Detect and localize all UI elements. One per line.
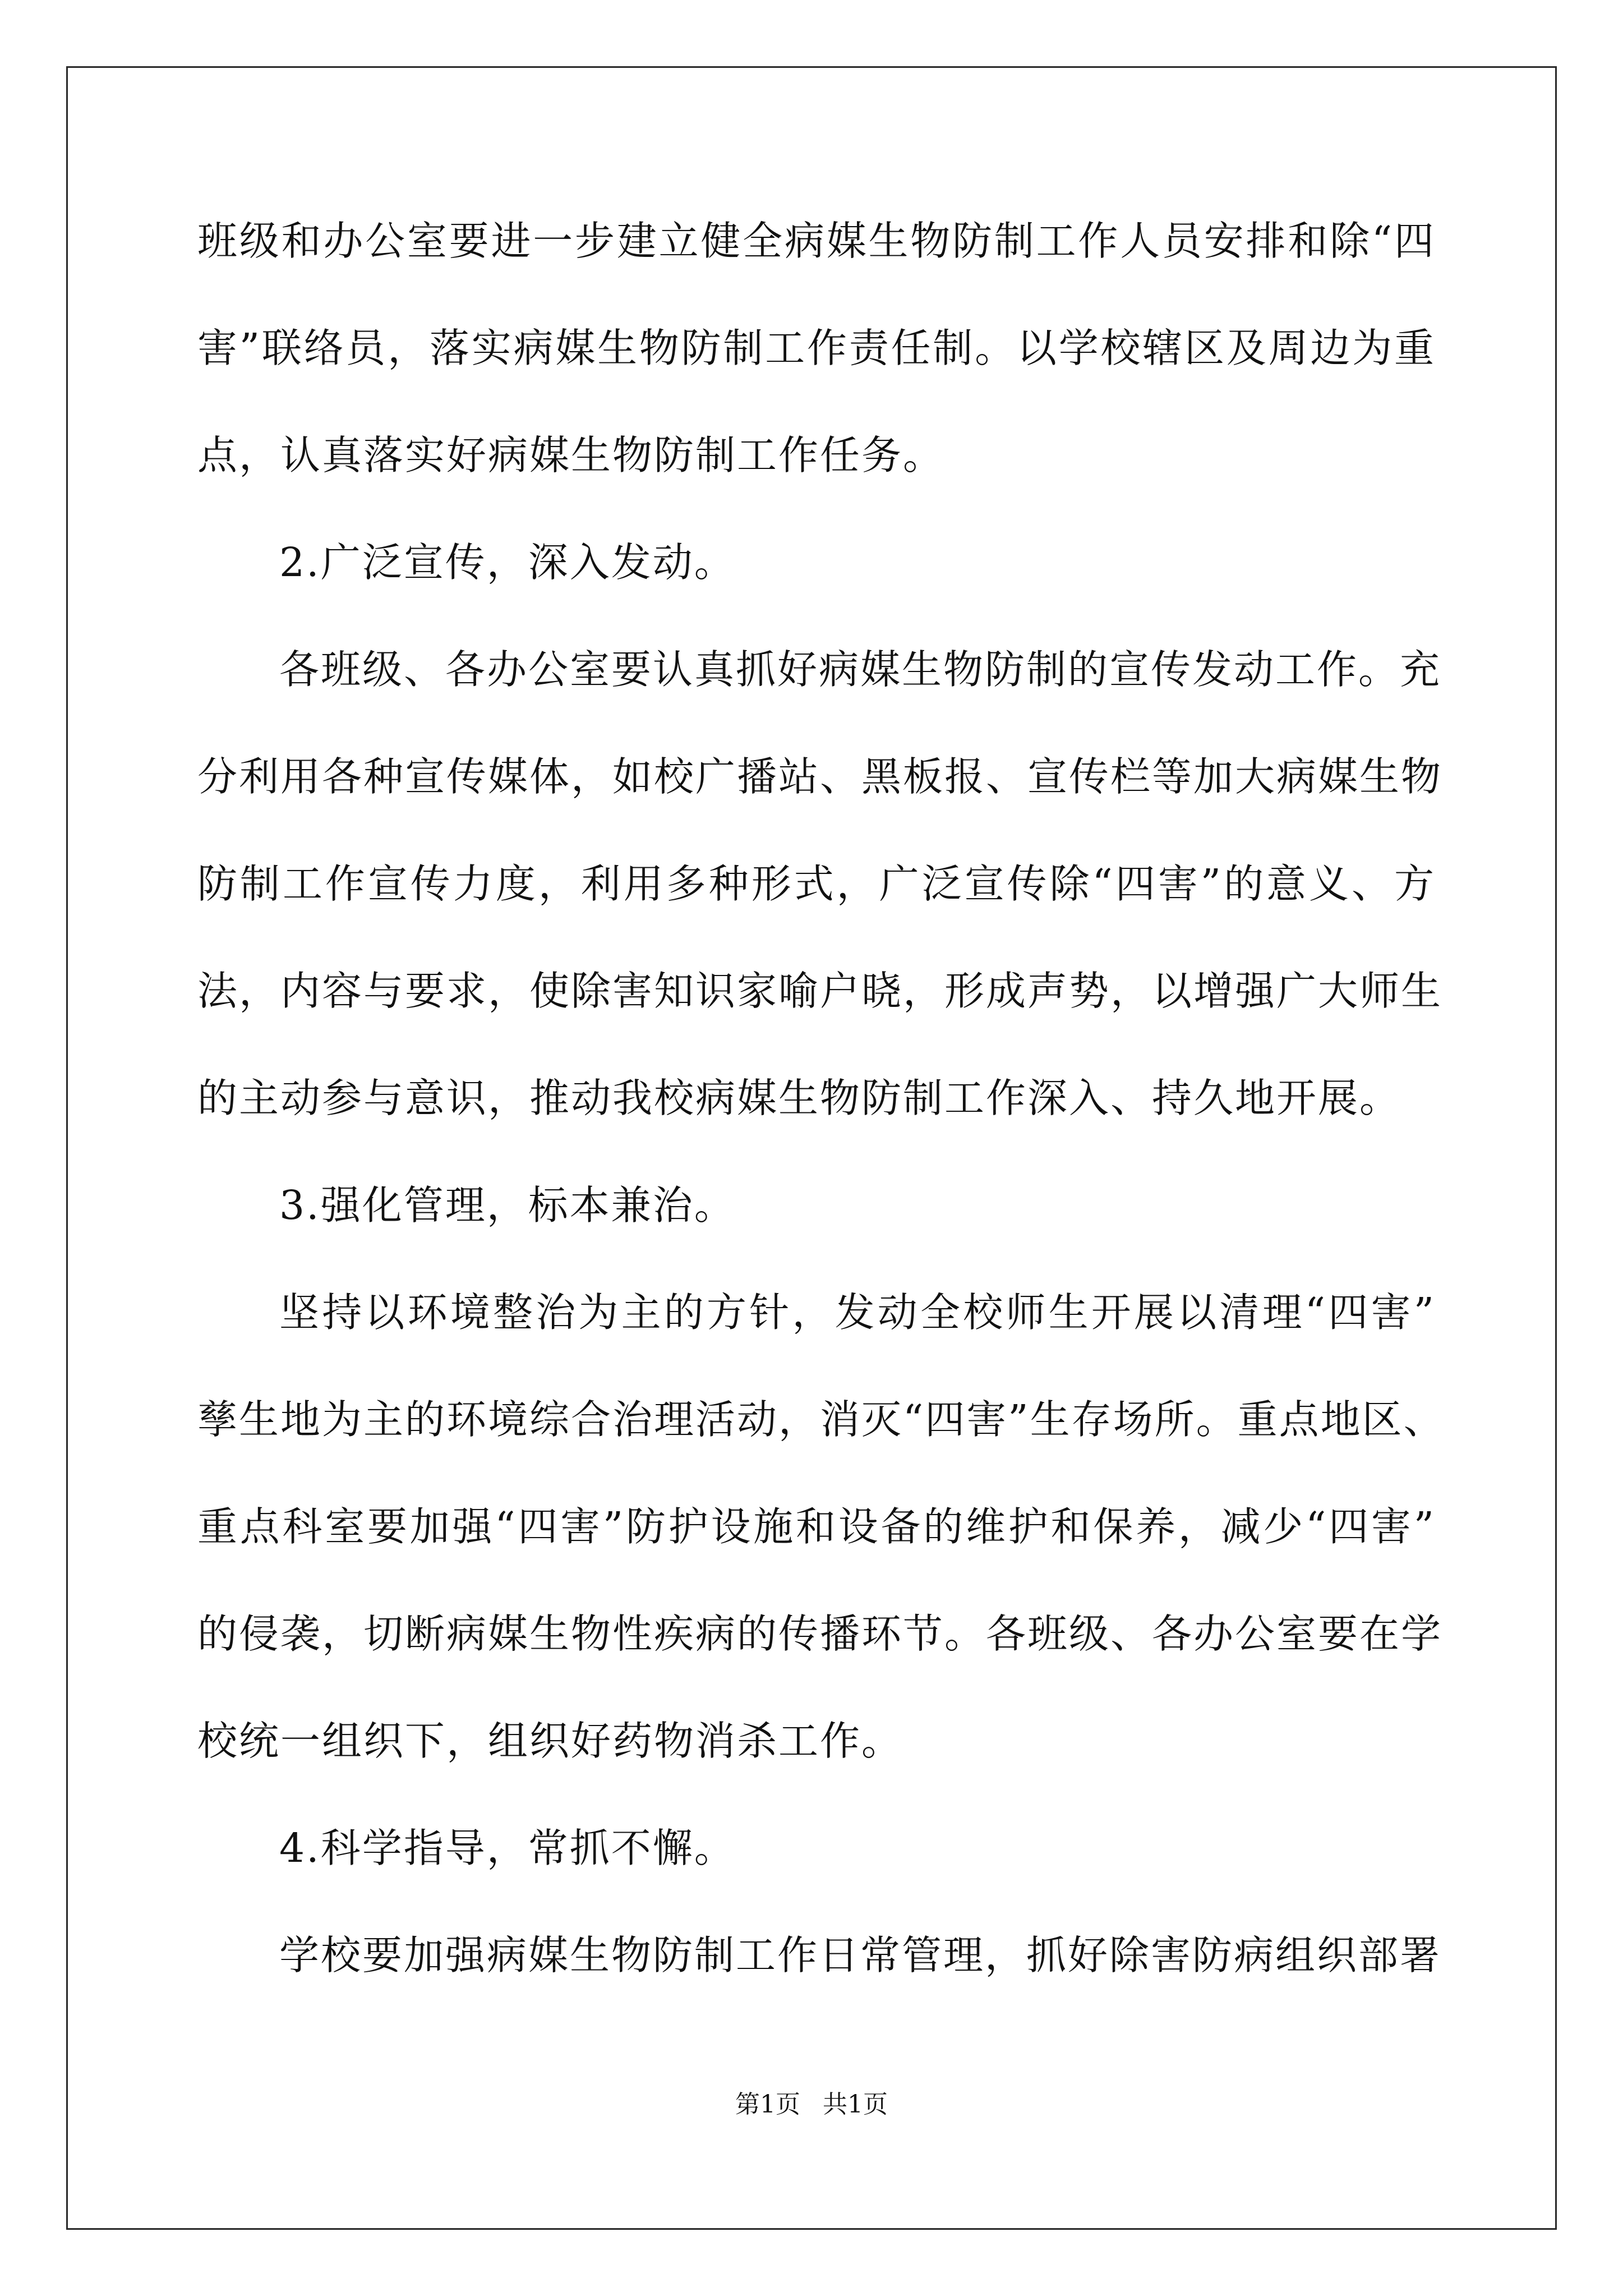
text-line: 3.强化管理，标本兼治。 [279,1182,736,1228]
text-line: 防制工作宣传力度，利用多种形式，广泛宣传除“四害”的意义、方 [197,861,1436,907]
text-line: 害”联络员，落实病媒生物防制工作责任制。以学校辖区及周边为重 [197,325,1436,371]
text-line: 点，认真落实好病媒生物防制工作任务。 [197,432,945,478]
text-line: 各班级、各办公室要认真抓好病媒生物防制的宣传发动工作。充 [279,646,1442,693]
current-page-label: 第1页 [735,2090,800,2119]
text-line: 4.科学指导，常抓不懈。 [279,1825,736,1871]
text-line: 的主动参与意识，推动我校病媒生物防制工作深入、持久地开展。 [197,1075,1401,1121]
text-line: 坚持以环境整治为主的方针，发动全校师生开展以清理“四害” [279,1289,1436,1336]
text-line: 2.广泛宣传，深入发动。 [279,539,736,586]
text-line: 学校要加强病媒生物防制工作日常管理，抓好除害防病组织部署 [279,1932,1442,1978]
total-pages-label: 共1页 [823,2090,888,2119]
document-body [197,199,1445,2021]
text-line: 分利用各种宣传媒体，如校广播站、黑板报、宣传栏等加大病媒生物 [197,753,1443,800]
text-line: 校统一组织下，组织好药物消杀工作。 [197,1718,903,1764]
text-line: 的侵袭，切断病媒生物性疾病的传播环节。各班级、各办公室要在学 [197,1611,1443,1657]
text-line: 班级和办公室要进一步建立健全病媒生物防制工作人员安排和除“四 [197,218,1436,264]
text-line: 孳生地为主的环境综合治理活动，消灭“四害”生存场所。重点地区、 [197,1396,1445,1443]
text-line: 重点科室要加强“四害”防护设施和设备的维护和保养，减少“四害” [197,1503,1436,1550]
page-footer [0,2088,1623,2122]
text-line: 法，内容与要求，使除害知识家喻户晓，形成声势，以增强广大师生 [197,968,1443,1014]
